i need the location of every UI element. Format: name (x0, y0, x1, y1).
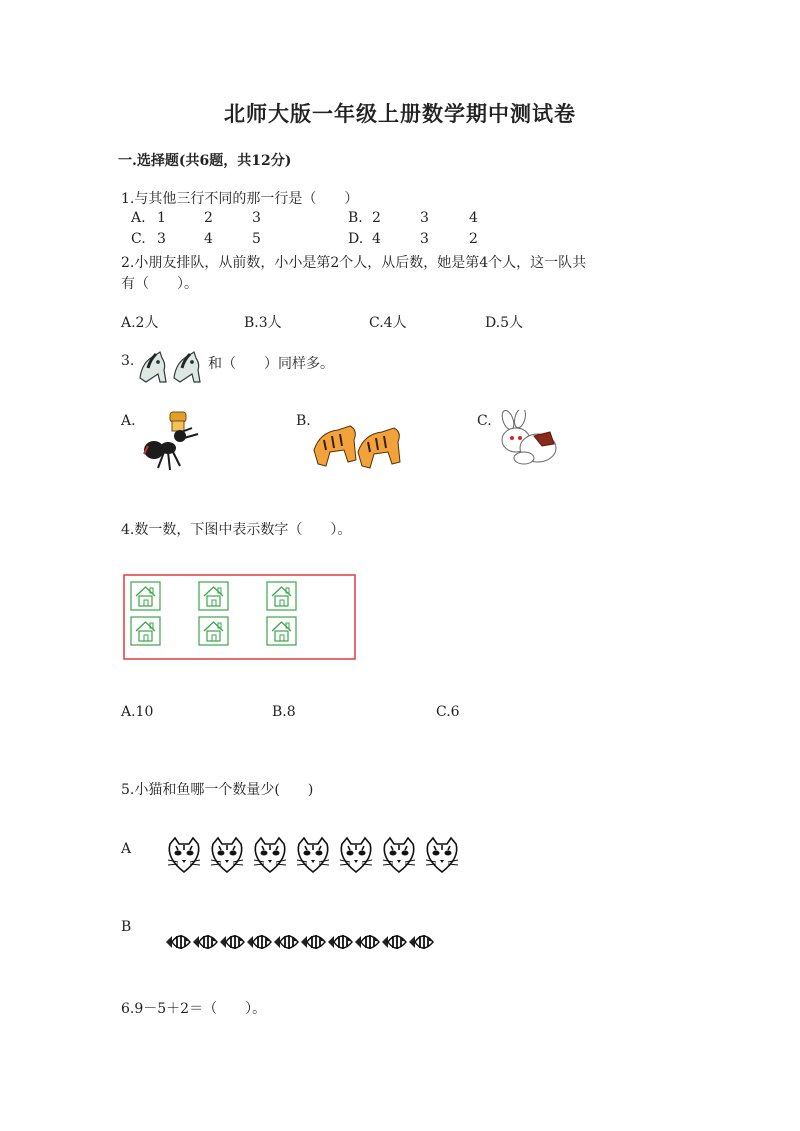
q1-option-num: 1 (157, 210, 166, 226)
q1-option-d[interactable] (348, 231, 478, 247)
q1-option-label: A. (131, 210, 146, 226)
q2-option-c[interactable]: C.4人 (369, 315, 407, 331)
house-icon (267, 617, 296, 645)
q5-option-b[interactable]: B (121, 919, 132, 935)
q1-option-num: 2 (372, 210, 381, 226)
question-3-number: 3. (121, 353, 135, 369)
q1-option-num: 3 (420, 210, 429, 226)
q1-option-num: 2 (204, 210, 213, 226)
section-heading: 一.选择题(共6题，共12分) (118, 153, 292, 169)
question-4: 4.数一数，下图中表示数字（ ）。 (121, 522, 352, 538)
house-grid (123, 574, 356, 660)
fish-icon (355, 935, 379, 949)
q1-option-c[interactable] (131, 231, 261, 247)
q5-option-a[interactable]: A (121, 841, 132, 857)
fish-icon (166, 935, 190, 949)
ant-icon (140, 410, 202, 474)
house-icon (131, 617, 160, 645)
fish-icon (409, 935, 433, 949)
q1-option-label: B. (348, 210, 363, 226)
cat-icon (383, 838, 415, 872)
fish-icon (274, 935, 298, 949)
q1-option-num: 3 (420, 231, 429, 247)
q1-option-num: 5 (252, 231, 261, 247)
q1-option-num: 3 (157, 231, 166, 247)
question-6: 6.9－5＋2＝（ ）。 (121, 1001, 267, 1017)
q1-option-num: 4 (204, 231, 213, 247)
q1-option-num: 4 (469, 210, 478, 226)
horse-icon (136, 348, 208, 386)
fish-icon (301, 935, 325, 949)
question-2: 2.小朋友排队，从前数，小小是第2个人，从后数，她是第4个人，这一队共 (121, 255, 587, 271)
cat-row (162, 834, 468, 876)
cat-icon (426, 838, 458, 872)
tiger-icon (312, 410, 404, 474)
fish-icon (247, 935, 271, 949)
house-icon (199, 617, 228, 645)
rabbit-icon (494, 410, 564, 472)
fish-icon (220, 935, 244, 949)
q3-option-a[interactable]: A. (121, 413, 136, 429)
q1-option-b[interactable] (348, 210, 478, 226)
question-5: 5.小猫和鱼哪一个数量少( ) (121, 782, 314, 798)
page-title: 北师大版一年级上册数学期中测试卷 (224, 101, 576, 126)
q4-option-c[interactable]: C.6 (436, 704, 460, 720)
q1-option-num: 2 (469, 231, 478, 247)
question-1: 1.与其他三行不同的那一行是（ ） (121, 191, 359, 207)
fish-icon (193, 935, 217, 949)
q2-option-b[interactable]: B.3人 (244, 315, 282, 331)
question-3-text: 和（ ）同样多。 (208, 356, 334, 372)
question-2-cont: 有（ ）。 (121, 276, 198, 292)
q1-option-num: 4 (372, 231, 381, 247)
q1-option-label: C. (131, 231, 146, 247)
fish-icon (328, 935, 352, 949)
q3-option-c[interactable]: C. (477, 413, 492, 429)
cat-icon (254, 838, 286, 872)
fish-icon (382, 935, 406, 949)
cat-icon (211, 838, 243, 872)
cat-icon (297, 838, 329, 872)
q4-option-b[interactable]: B.8 (272, 704, 296, 720)
house-icon (131, 582, 160, 610)
house-frame (123, 574, 356, 660)
q2-option-a[interactable]: A.2人 (121, 315, 159, 331)
q1-option-a[interactable] (131, 210, 261, 226)
house-icon (267, 582, 296, 610)
cat-icon (340, 838, 372, 872)
fish-row (164, 928, 442, 956)
q1-option-num: 3 (252, 210, 261, 226)
q1-option-label: D. (348, 231, 364, 247)
q4-option-a[interactable]: A.10 (121, 704, 154, 720)
house-icon (199, 582, 228, 610)
cat-icon (168, 838, 200, 872)
q2-option-d[interactable]: D.5人 (485, 315, 524, 331)
q3-option-b[interactable]: B. (296, 413, 311, 429)
